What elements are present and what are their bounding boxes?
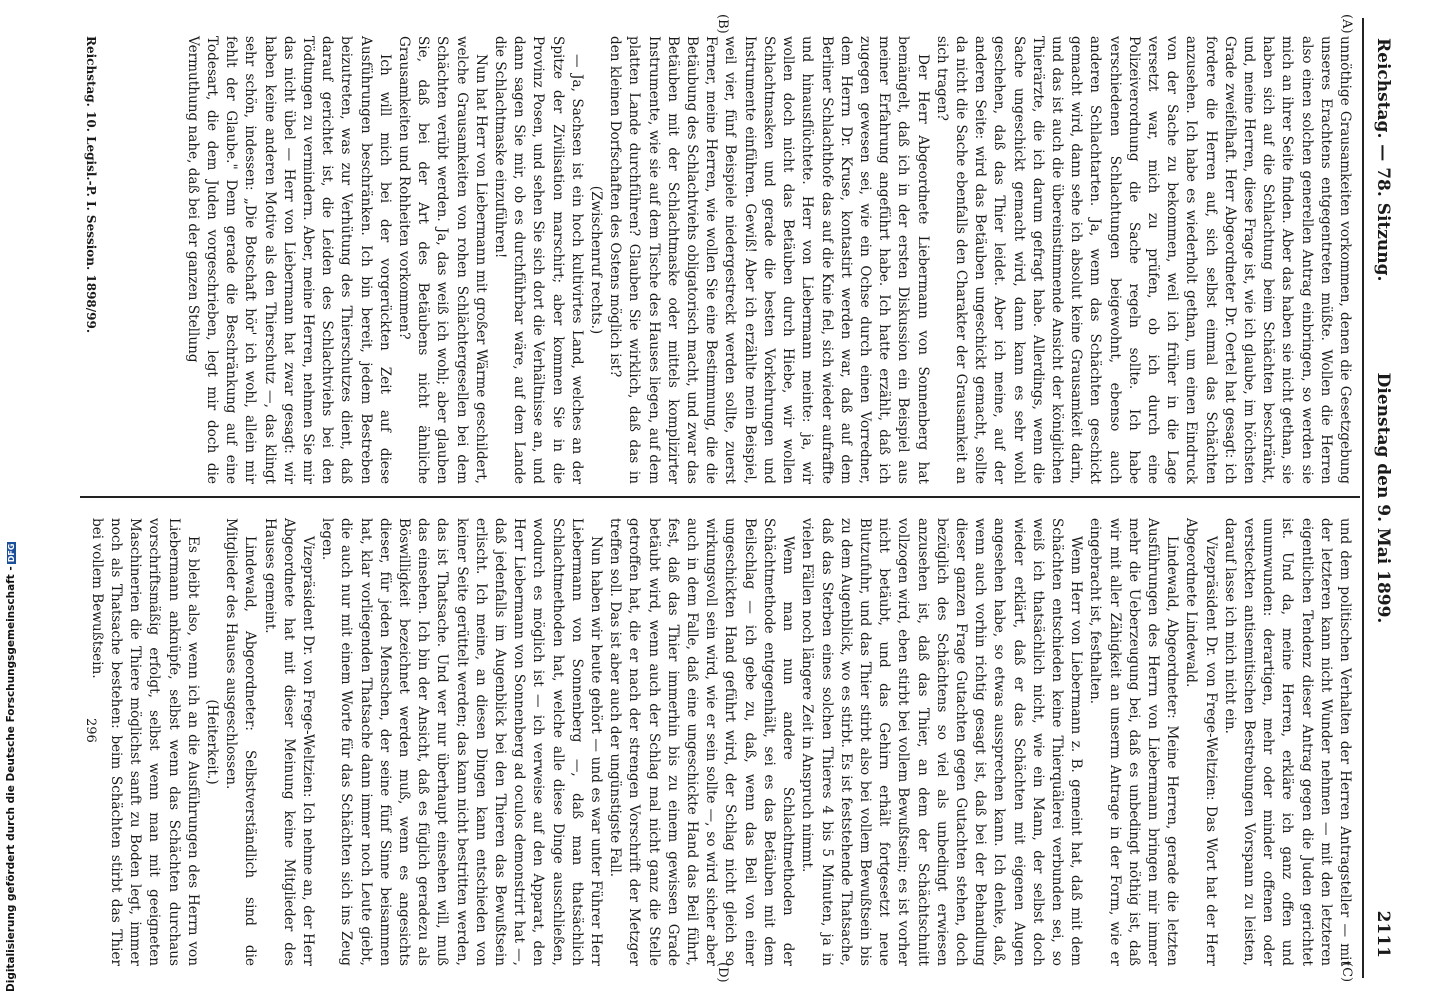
margin-mark-c: (C) [1339, 962, 1354, 983]
paragraph: unnöthige Grausamkeiten vorkommen, denen die Gesetzgebung unseres Erachtens entgegentreten müßte. Wollen die Herren also einen solchen generellen Antrag einbringen, so werden sie mich an ihrer Seite finden. Aber das haben sie nicht gethan, sie haben sich auf die Schlachtung beim Schächten beschränkt, und, meine Herren, diese Frage ist, wie ich glaube, im höchsten Grade zweifelhaft. Herr Abgeordneter Dr. Oertel hat gesagt: ich fordere die Herren auf, sich selbst einmal das Schächten anzusehen. Ich habe es wiederholt gethan, um einen Eindruck von der Sache zu bekommen, weil ich früher in die Lage versetzt war, mich zu prüfen, ob ich durch eine Polizeiverordnung die Sache regeln sollte. Ich habe verschiedenen Schlachtungen beigewohnt, ebenso auch anderen Schlachtarten. Ja, wenn das Schächten geschickt gemacht wird, dann sehe ich absolut keine Grausamkeit darin, und das ist auch die übereinstimmende Ansicht der königlichen Thierärzte, die ich darum gefragt habe. Allerdings, wenn die Sache ungeschickt gemacht wird, dann kann es sehr wohl geschehen, daß das Thier leidet. Aber ich meine, auf der anderen Seite: wird das Betäuben ungeschickt gemacht, sollte da nicht die Sache ebenfalls den Charakter der Grausamkeit an sich tragen? [933, 36, 1353, 484]
paragraph: Nun haben wir heute gehört — und es war unter Führer Herr Liebermann von Sonnenberg —, daß man thatsächlich Schlachtmethoden hat, welche alle diese Dinge ausschließen, wodurch es möglich ist — ich verweise auf den Apparat, den Herr Liebermann von Sonnenberg ad oculos demonstrirt hat —, daß jedenfalls im Augenblick bei den Thieren das Bewußtsein erlischt. Ich meine, an diesen Dingen kann entschieden von keiner Seite gerüttelt werden; das kann nicht bestritten werden, das ist Thatsache. Und wer nur überhaupt einsehen will, muß das einsehen. Ich bin der Ansicht, daß es füglich geradezu als Böswilligkeit bezeichnet werden muß, wenn es angesichts dieser, für jeden Menschen, der seine fünf Sinne beisammen hat, klar vorliegenden Thatsache dann immer noch Leute giebt, die auch nur mit einem Worte für das Schächten sich ins Zeug legen. [319, 518, 605, 966]
paragraph: und dem politischen Verhalten der Herren Antragsteller — mit der letzteren kann nicht Wunder nehmen — mit den letzteren eigentlichen Tendenz dieser Antrag gegen die Juden gerichtet ist. Und da, meine Herren, erkläre ich ganz offen und unumwunden: derartigen, mehr oder minder offenen oder versteckten antisemitischen Bestrebungen Vorspann zu leisten, darauf lasse ich mich nicht ein. [1221, 518, 1353, 966]
margin-mark-b: (B) [715, 14, 730, 34]
paragraph: Wenn Herr von Liebermann z. B. gemeint hat, daß mit dem Schächten entschieden keine Thierquälerei verbunden sei, so weiß ich thatsächlich nicht, wie ein Mann, der selbst doch wieder erklärt, daß er das Schächten mit eigenen Augen angesehen habe, so etwas aussprechen kann. Ich denke, daß, wenn auch vorhin richtig gesagt ist, daß bei der Behandlung dieser ganzen Frage Gutachten gegen Gutachten stehen, doch bezüglich des Schächtens so viel als unbedingt erwiesen anzusehen ist, daß das Thier, an dem der Schächtschnitt vollzogen wird, eben stirbt bei vollem Bewußtsein; es ist vorher nicht betäubt, und das Gehirn erhält fortgesetzt neue Blutzufuhr, und das Thier stirbt also bei vollem Bewußtsein bis zu dem Augenblick, wo es stirbt. Es ist feststehende Thatsache, daß das Sterben eines solchen Thieres 4 bis 5 Minuten, ja in vielen Fällen noch längere Zeit in Anspruch nimmt. [799, 518, 1085, 966]
column-divider [80, 496, 1360, 498]
margin-mark-d: (D) [715, 962, 730, 983]
footer-sheet-number: 296 [83, 718, 98, 743]
speaker-paragraph: Lindewald, Abgeordneter: Selbstverständlich sind die Mitglieder des Hauses ausgeschlossen. [223, 518, 259, 966]
left-column [183, 36, 1354, 484]
page-number: 2111 [1373, 910, 1393, 958]
header-session: Reichstag. — 78. Sitzung. [1373, 38, 1393, 282]
page-header [1368, 18, 1398, 978]
header-rule [1362, 18, 1364, 978]
paragraph: Es bleibt also, wenn ich an die Ausführungen des Herrn von Liebermann anknüpfe, selbst wenn das Schächten durchaus vorschriftsmäßig erfolgt, selbst wenn man mit geeigneten Maschinerien die Thiere möglichst sanft zu Boden legt, immer noch als Thatsache bestehen: beim Schächten stirbt das Thier bei vollem Bewußtsein. [88, 518, 201, 966]
interjection: (Heiterkeit.) [204, 699, 221, 785]
paragraph: Wenn man nun andere Schlachtmethoden der Schächtmethode entgegenhält, sei es das Betäuben mit dem Beilschlag — ich gebe zu, daß, wenn das Beil von einer ungeschickten Hand geführt wird, der Schlag nicht gleich so wirkungsvoll sein wird, wie er sein sollte —, so wird sicher aber auch in dem Falle, daß eine ungeschickte Hand das Beil führt, fest, daß das Thier immerhin bis zu einem gewissen Grade betäubt wird, wenn auch der Schlag mal nicht ganz die Stelle getroffen hat, die er nach der strengen Vorschrift der Metzger treffen soll. Das ist aber auch der ungünstigste Fall. [607, 518, 797, 966]
speaker-paragraph: Vizepräsident Dr. von Frege-Weltzien: Ich nehme an, der Herr Abgeordnete hat mit dieser Meinung keine Mitglieder des Hauses gemeint. [261, 518, 317, 966]
speaker-paragraph: Lindewald, Abgeordneter: Meine Herren, gerade die letzten Ausführungen des Herrn von Liebermann bringen mir immer mehr die Ueberzeugung bei, daß es unbedingt nöthig ist, daß wir mit aller Zähigkeit an unserm Antrage in der Form, wie er eingebracht ist, festhalten. [1087, 518, 1181, 966]
right-column [87, 518, 1354, 966]
interjection: (Zwischenruf rechts.) [588, 185, 605, 335]
paragraph: Nun hat Herr von Liebermann mit großer Wärme geschildert, welche Grausamkeiten von rohen Schlächtergesellen bei dem Schächten verübt werden. Ja, das weiß ich wohl; aber glauben Sie, daß bei der Art des Betäubens nicht ähnliche Grausamkeiten und Rohheiten vorkommen? [396, 36, 489, 484]
document-page [43, 14, 1398, 983]
speaker-paragraph: Vizepräsident Dr. von Frege-Weltzien: Das Wort hat der Herr Abgeordnete Lindewald. [1183, 518, 1219, 966]
paragraph: Der Herr Abgeordnete Liebermann von Sonnenberg hat bemängelt, daß ich in der ersten Diskussion ein Beispiel aus meiner Erfahrung angeführt habe. Ich hatte erzählt, daß ich zugegen gewesen sei, wie ein Ochse durch einen Vorredner, dem Herrn Dr. Kruse, kontastirt werden war, daß auf dem Berliner Schlachthofe das auf die Knie fiel, sich wieder aufraffte und hinausflüchtete. Herr von Liebermann meinte: ja, wir wollen doch nicht das Betäuben durch Hiebe, wir wollen Schlachtmasken und gerade die besten Vorkehrungen und Instrumente einführen. Gewiß! Aber ich erzählte mein Beispiel, weil vier, fünf Beispiele niedergestreckt werden sollte, zuerst Ferner, meine Herren, wie wollen Sie eine Bestimmung, die die Betäubung des Schlachtviehs obligatorisch macht, und zwar das Betäuben mit der Schlachtmaske oder mittels komplizirter Instrumente, wie sie auf dem Tische des Hauses liegen, auf dem platten Lande durchführen? Glauben Sie wirklich, daß das in den kleinen Dorfschaften des Ostens möglich ist? [607, 36, 931, 484]
digitization-credit [5, 542, 17, 992]
footer-legislature: Reichstag. 10. Legisl.-P. I. Session. 1898/99. [84, 36, 98, 334]
margin-mark-a: (A) [1339, 14, 1354, 34]
paragraph: — Ja, Sachsen ist ein hoch kultivirtes Land, welches an der Spitze der Zivilisation marschirt; aber kommen Sie in die Provinz Posen, und sehen Sie sich dort die Verhältnisse an, und dann sagen Sie mir, ob es durchführbar wäre, auf dem Lande die Schlachtmaske einzuführen! [492, 36, 585, 484]
credit-text: Digitalisierung gefördert durch die Deutsche Forschungsgemeinschaft - [5, 566, 17, 992]
header-date: Dienstag den 9. Mai 1899. [1373, 372, 1393, 624]
dfg-logo: DFG [7, 543, 16, 563]
paragraph: Ich will mich bei der vorgerückten Zeit auf diese Ausführungen beschränken. Ich bin bereit, jedem Bestreben beizutreten, was zur Verhütung des Thierschutzes dient, daß darauf gerichtet ist, die Leiden des Schlachtviehs bei den Tödtungen zu vermindern. Aber, meine Herren, nehmen Sie mir das nicht übel — Herr von Liebermann hat zwar gesagt: wir haben keine anderen Motive als den Thierschutz —, das klingt sehr schön, indessen: „Die Botschaft hör' ich wohl, allein mir fehlt der Glaube." Denn gerade die Beschränkung auf eine Todesart, die dem Juden vorgeschrieben, legt mir doch die Vermuthung nahe, daß bei der ganzen Stellung [184, 36, 393, 484]
